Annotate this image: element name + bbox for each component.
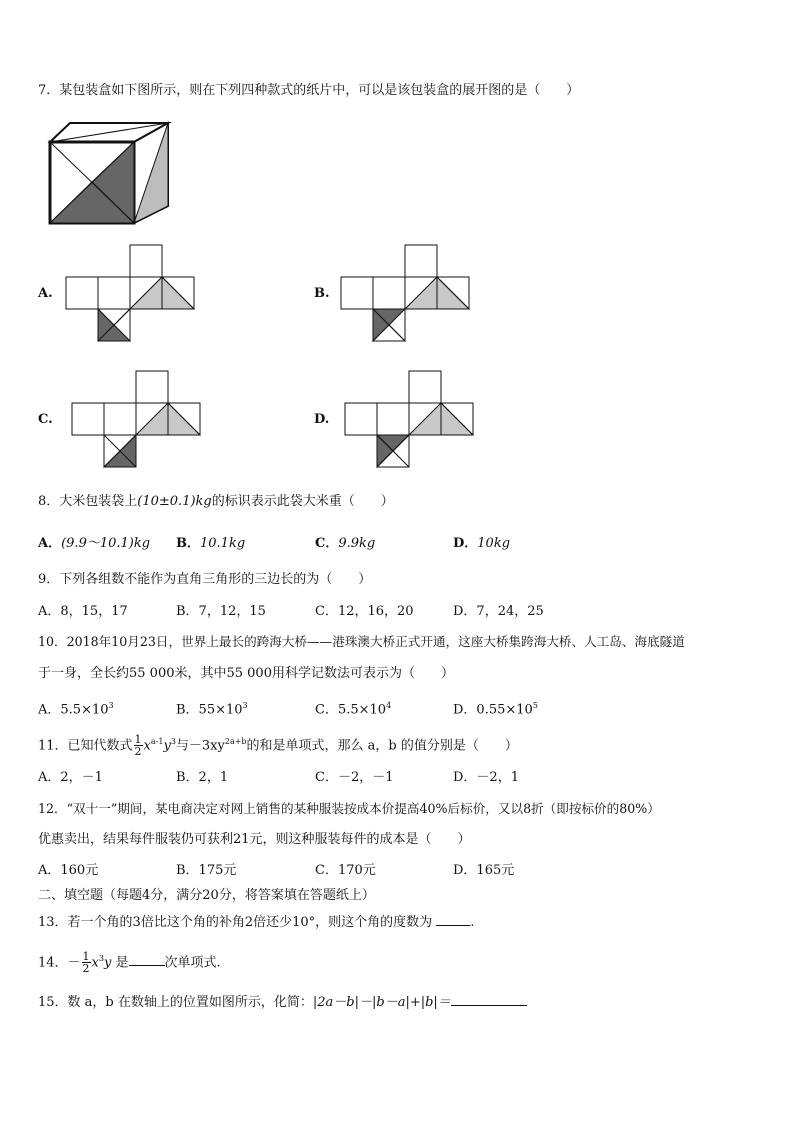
q11-option-b: B．2，1 bbox=[176, 770, 229, 785]
package-box-figure bbox=[47, 120, 171, 226]
q10-line1: 10．2018年10月23日，世界上最长的跨海大桥——港珠澳大桥正式开通，这座大桥集跨海大桥、人工岛、海底隧道 bbox=[38, 634, 685, 649]
q13-stem: 13．若一个角的3倍比这个角的补角2倍还少10°，则这个角的度数为 . bbox=[38, 915, 475, 930]
q14-stem: 14．－ $\frac{1}{2}$ $x^3y$ 是 次单项式. bbox=[38, 950, 221, 976]
q7-option-b-label: B. bbox=[314, 286, 330, 301]
q10-option-a: A．$5.5\times 10^3$ bbox=[38, 701, 114, 718]
q9-option-d: D．7，24，25 bbox=[453, 604, 544, 619]
section-heading-fill-in: 二、填空题（每题4分，满分20分，将答案填在答题纸上） bbox=[38, 888, 375, 903]
q10-option-c: C．$5.5\times 10^4$ bbox=[315, 701, 392, 718]
q10-line2: 于一身，全长约55 000米，其中55 000用科学记数法可表示为（ ） bbox=[38, 666, 454, 681]
q7-option-c-label: C. bbox=[38, 412, 53, 427]
q7-option-d-net bbox=[345, 371, 475, 468]
q7-option-b-net bbox=[341, 245, 471, 342]
q15-stem: 15．数 a，b 在数轴上的位置如图所示，化简：|2a－b|－|b－a|+|b|＝ bbox=[38, 994, 527, 1012]
q8-option-b: B．10.1kg bbox=[176, 536, 246, 551]
q11-option-a: A．2，－1 bbox=[38, 770, 103, 785]
q12-option-b: B．175元 bbox=[176, 863, 237, 878]
q7-option-d-label: D. bbox=[314, 412, 330, 427]
q14-answer-blank[interactable] bbox=[129, 965, 165, 966]
q15-answer-blank[interactable] bbox=[451, 1005, 527, 1006]
q12-option-c: C．170元 bbox=[315, 863, 376, 878]
q11-fraction: $\frac{1}{2}$ bbox=[134, 733, 142, 759]
q8-option-d: D．10kg bbox=[453, 536, 511, 551]
q8-option-c: C．9.9kg bbox=[315, 536, 376, 551]
q8-stem: 8．大米包装袋上(10±0.1)kg的标识表示此袋大米重（ ） bbox=[38, 494, 394, 509]
q9-option-b: B．7，12，15 bbox=[176, 604, 266, 619]
q12-line2: 优惠卖出，结果每件服装仍可获利21元，则这种服装每件的成本是（ ） bbox=[38, 832, 471, 847]
q10-option-d: D．$0.55\times 10^5$ bbox=[453, 701, 538, 718]
q13-answer-blank[interactable] bbox=[436, 925, 470, 926]
q7-stem: 7．某包装盒如下图所示，则在下列四种款式的纸片中，可以是该包装盒的展开图的是（ ） bbox=[38, 83, 580, 98]
q14-fraction: $\frac{1}{2}$ bbox=[82, 950, 90, 976]
q11-option-c: C．－2，－1 bbox=[315, 770, 394, 785]
q10-option-b: B．$55\times 10^3$ bbox=[176, 701, 248, 718]
q7-option-a-label: A. bbox=[38, 286, 53, 301]
q7-option-c-net bbox=[72, 371, 202, 468]
q12-option-d: D．165元 bbox=[453, 863, 515, 878]
q8-option-a: A．(9.9～10.1)kg bbox=[38, 536, 151, 551]
q9-option-a: A．8，15，17 bbox=[38, 604, 128, 619]
q9-option-c: C．12，16，20 bbox=[315, 604, 414, 619]
q11-stem: 11．已知代数式 $\frac{1}{2}$ $x^{a-1}y^3$与$-3xy^{2a+b}$的和是单项式，那么 a，b 的值分别是（ ） bbox=[38, 733, 518, 759]
q9-stem: 9．下列各组数不能作为直角三角形的三边长的为（ ） bbox=[38, 572, 372, 587]
q11-option-d: D．－2，1 bbox=[453, 770, 519, 785]
q12-line1: 12．“双十一”期间，某电商决定对网上销售的某种服装按成本价提高40%后标价，又以8折（即按标价的80%） bbox=[38, 801, 660, 816]
q7-option-a-net bbox=[66, 245, 196, 342]
q12-option-a: A．160元 bbox=[38, 863, 99, 878]
